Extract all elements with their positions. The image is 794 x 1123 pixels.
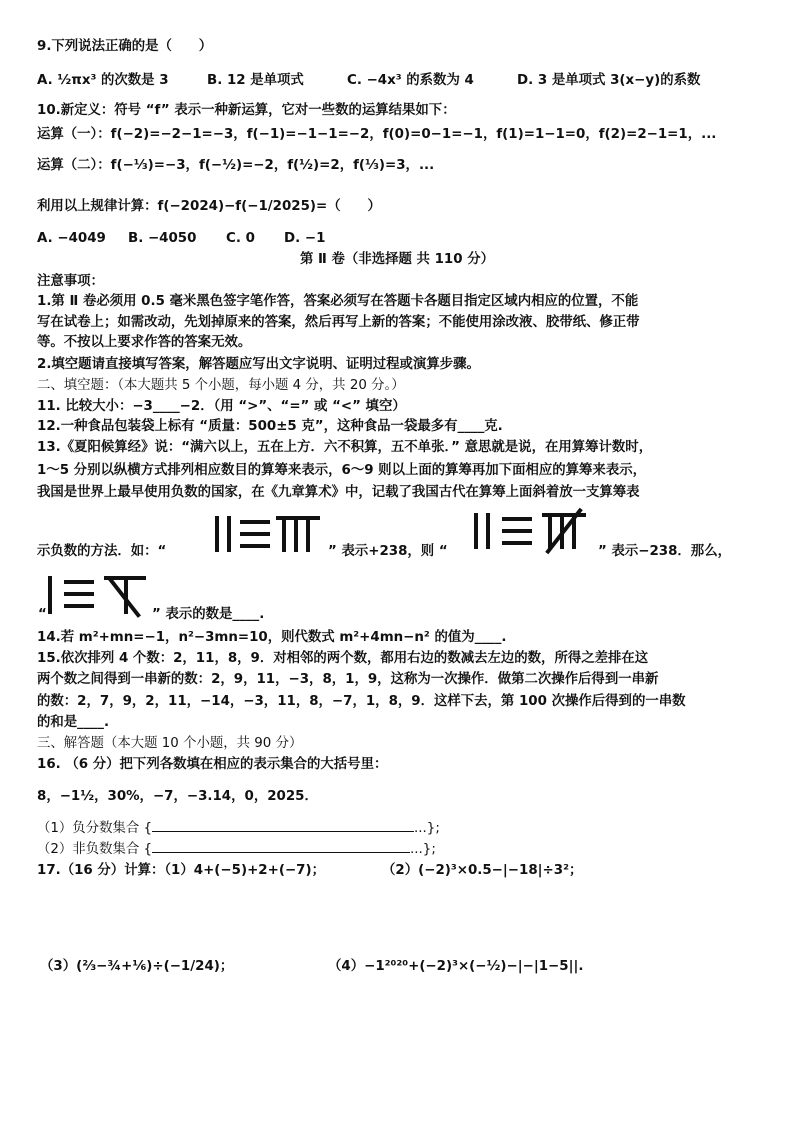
solve-heading: 三、解答题（本大题 10 个小题，共 90 分） — [37, 736, 303, 751]
q17-stem: 17.（16 分）计算：（1）4+(−5)+2+(−7)； — [37, 863, 325, 878]
q15-line-3: 的数：2，7，9，2，11，−14，−3，11，8，−7，1，8，9．这样下去，第 100 次操作后得到的一串数 — [37, 694, 686, 709]
q13-text-b: ” 表示+238，则 “ — [328, 544, 448, 559]
q9-option-c: C. −4x³ 的系数为 4 — [347, 73, 474, 88]
q10-option-a: A. −4049 — [37, 231, 106, 246]
note-line-2: 写在试卷上；如需改动，先划掉原来的答案，然后再写上新的答案；不能使用涂改液、胶带纸、修正带 — [37, 315, 640, 330]
rod-numeral-plus-238 — [212, 512, 327, 558]
note-line-1: 1.第 Ⅱ 卷必须用 0.5 毫米黑色签字笔作答，答案必须写在答题卡各题目指定区域内相应的位置，不能 — [37, 294, 639, 309]
notes-heading: 注意事项： — [37, 274, 104, 289]
rod-numeral-minus-238 — [466, 505, 596, 557]
q13-line-2: 1～5 分别以纵横方式排列相应数目的算筹来表示，6～9 则以上面的算筹再加下面相应的算筹来表示， — [37, 463, 646, 478]
q10-operation-2: 运算（二）：f(−⅓)=−3，f(−½)=−2，f(½)=2，f(⅓)=3，... — [37, 158, 435, 173]
q16-numbers: 8，−1½，30%，−7，−3.14，0，2025． — [37, 789, 318, 804]
q15-line-4: 的和是____. — [37, 715, 110, 730]
q17-part-4: （4）−1²⁰²⁰+(−2)³×(−½)−|−|1−5||. — [328, 959, 584, 974]
note-line-4: 2.填空题请直接填写答案，解答题应写出文字说明、证明过程或演算步骤。 — [37, 357, 480, 372]
q17-part-2: （2）(−2)³×0.5−|−18|÷3²； — [382, 863, 583, 878]
fill-heading: 二、填空题：（本大题共 5 个小题，每小题 4 分，共 20 分。） — [37, 378, 405, 393]
q13-text-d-open: “ — [38, 607, 47, 622]
q9-option-b: B. 12 是单项式 — [207, 73, 304, 88]
q16-set-1-end: ...}; — [414, 821, 440, 836]
q13-text-c: ” 表示−238．那么， — [598, 544, 731, 559]
q16-set-2 — [37, 841, 436, 859]
q13-text-a: 示负数的方法．如：“ — [37, 544, 167, 559]
q10-operation-1: 运算（一）：f(−2)=−2−1=−3，f(−1)=−1−1=−2，f(0)=0−1=−1，f(1)=1−1=0，f(2)=2−1=1，... — [37, 127, 717, 142]
answer-blank-2[interactable] — [152, 852, 410, 853]
q15-line-2: 两个数之间得到一串新的数：2，9，11，−3，8，1，9，这称为一次操作．做第二次操作后得到一串新 — [37, 672, 659, 687]
q16-set-1-label: （1）负分数集合 { — [37, 821, 153, 836]
q15-line-1: 15.依次排列 4 个数：2，11，8，9．对相邻的两个数，都用右边的数减去左边的数，所得之差排在这 — [37, 651, 649, 666]
q10-calc: 利用以上规律计算：f(−2024)−f(−1/2025)=（ ） — [37, 199, 381, 214]
q10-option-b: B. −4050 — [128, 231, 197, 246]
q12: 12.一种食品包装袋上标有 “质量：500±5 克”，这种食品一袋最多有____克. — [37, 419, 503, 434]
q9-option-d: D. 3 是单项式 3(x−y)的系数 — [517, 73, 701, 88]
q16-set-1 — [37, 820, 440, 838]
q10-option-d: D. −1 — [284, 231, 326, 246]
q14: 14.若 m²+mn=−1，n²−3mn=10，则代数式 m²+4mn−n² 的值为____. — [37, 630, 507, 645]
q10-stem: 10.新定义：符号 “f” 表示一种新运算，它对一些数的运算结果如下： — [37, 103, 456, 118]
q13-text-d: ” 表示的数是____. — [152, 607, 265, 622]
q16-set-2-label: （2）非负数集合 { — [37, 842, 153, 857]
q13-line-3: 我国是世界上最早使用负数的国家，在《九章算术》中，记载了我国古代在算筹上面斜着放一支算筹表 — [37, 485, 640, 500]
q16-set-2-end: ...}; — [410, 842, 436, 857]
q17-part-3: （3）(⅔−¾+⅙)÷(−1/24)； — [40, 959, 234, 974]
q11: 11. 比较大小：−3____−2．（用 “>”、“=” 或 “<” 填空） — [37, 399, 406, 414]
answer-blank-1[interactable] — [152, 831, 414, 832]
section-2-title: 第 Ⅱ 卷（非选择题 共 110 分） — [300, 252, 494, 267]
q16-stem: 16. （6 分）把下列各数填在相应的表示集合的大括号里： — [37, 757, 388, 772]
q10-option-c: C. 0 — [226, 231, 255, 246]
q9-option-a: A. ½πx³ 的次数是 3 — [37, 73, 169, 88]
q9-stem: 9.下列说法正确的是（ ） — [37, 39, 213, 54]
rod-numeral-question — [42, 570, 154, 618]
q13-line-1: 13.《夏阳候算经》说：“满六以上，五在上方．六不积算，五不单张．” 意思就是说，在用算筹计数时， — [37, 440, 653, 455]
note-line-3: 等。不按以上要求作答的答案无效。 — [37, 335, 252, 350]
